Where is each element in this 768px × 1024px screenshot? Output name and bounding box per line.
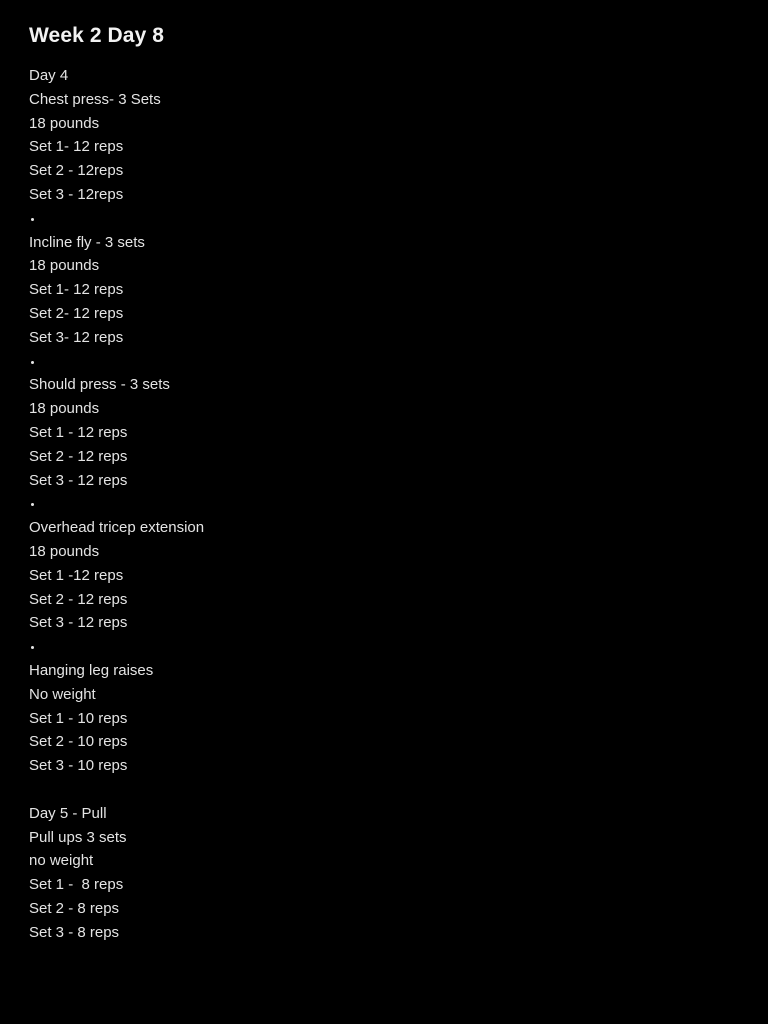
note-line: Should press - 3 sets xyxy=(29,376,170,394)
note-line: Hanging leg raises xyxy=(29,661,154,679)
note-line: Set 3- 12 reps xyxy=(29,328,124,346)
note-line: 18 pounds xyxy=(29,400,100,418)
note-line: 18 pounds xyxy=(29,542,100,560)
note-line: Set 2 - 8 reps xyxy=(29,899,120,917)
note-line: Set 3 - 8 reps xyxy=(29,923,120,941)
note-line: Set 3 - 12 reps xyxy=(29,614,128,632)
note-body[interactable] xyxy=(29,64,739,944)
note-line: 18 pounds xyxy=(29,257,100,275)
bullet-separator xyxy=(29,350,739,374)
bullet-separator xyxy=(29,207,739,231)
note-line: Set 1 -12 reps xyxy=(29,566,124,584)
note-line: 18 pounds xyxy=(29,114,100,132)
note-editor[interactable] xyxy=(29,22,739,944)
note-line: Set 1- 12 reps xyxy=(29,138,124,156)
note-line: Overhead tricep extension xyxy=(29,519,205,537)
note-line: Set 2 - 12reps xyxy=(29,162,124,180)
note-line: Day 5 - Pull xyxy=(29,804,107,822)
note-line: Set 1 - 10 reps xyxy=(29,709,128,727)
note-line: Set 1 - 8 reps xyxy=(29,876,124,894)
note-title[interactable]: Week 2 Day 8 xyxy=(29,24,165,47)
note-line: Set 1 - 12 reps xyxy=(29,423,128,441)
note-line: No weight xyxy=(29,685,96,703)
note-line: Set 3 - 12reps xyxy=(29,185,124,203)
note-line: Day 4 xyxy=(29,67,69,84)
note-line: Set 2 - 10 reps xyxy=(29,733,128,751)
note-line: Set 2 - 12 reps xyxy=(29,590,128,608)
note-line: Pull ups 3 sets xyxy=(29,828,127,846)
note-line: Incline fly - 3 sets xyxy=(29,233,145,251)
bullet-separator xyxy=(29,492,739,516)
blank-line xyxy=(29,778,739,802)
bullet-separator xyxy=(29,635,739,659)
note-line: Set 3 - 12 reps xyxy=(29,471,128,489)
note-line: Set 2 - 12 reps xyxy=(29,447,128,465)
note-line: no weight xyxy=(29,852,94,870)
note-line: Chest press- 3 Sets xyxy=(29,90,161,108)
note-line: Set 3 - 10 reps xyxy=(29,757,128,775)
note-line: Set 2- 12 reps xyxy=(29,304,124,322)
note-line: Set 1- 12 reps xyxy=(29,281,124,299)
